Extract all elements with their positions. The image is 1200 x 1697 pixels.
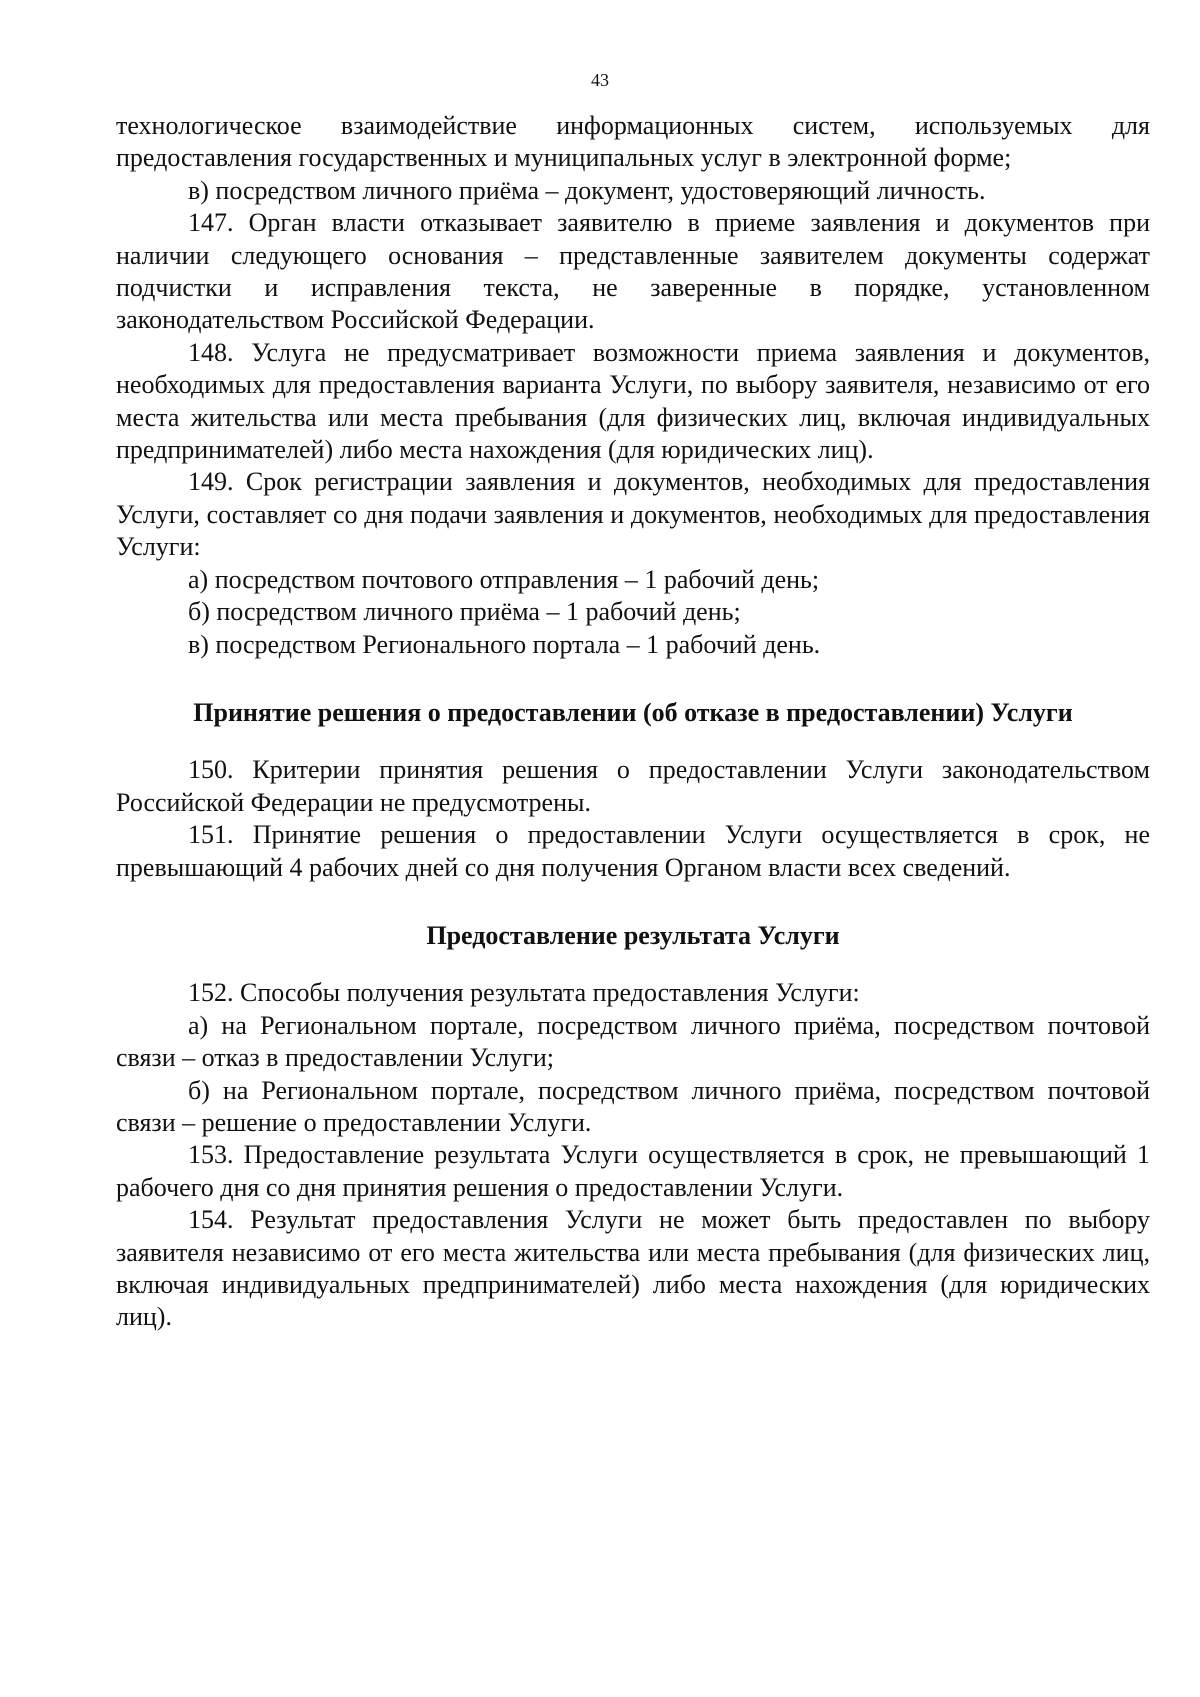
paragraph-154: 154. Результат предоставления Услуги не может быть предоставлен по выбору заявителя независимо от его места жительства или места пребывания (для физических лиц, включая индивидуальных предпринимателей) либо места нахождения (для юридических лиц). xyxy=(116,1205,1150,1332)
document-body xyxy=(116,110,1150,1334)
paragraph-149-v: в) посредством Регионального портала – 1 рабочий день. xyxy=(188,629,821,659)
section-heading-decision: Принятие решения о предоставлении (об отказе в предоставлении) Услуги xyxy=(193,697,1073,727)
paragraph-148: 148. Услуга не предусматривает возможности приема заявления и документов, необходимых для предоставления варианта Услуги, по выбору заявителя, независимо от его места жительства или места пребывания (для физических лиц, включая индивидуальных предпринимателей) либо места нахождения (для юридических лиц). xyxy=(116,337,1150,465)
paragraph-149-b: б) посредством личного приёма – 1 рабочий день; xyxy=(188,597,741,627)
paragraph-149: 149. Срок регистрации заявления и документов, необходимых для предоставления Услуги, составляет со дня подачи заявления и документов, необходимых для предоставления Услуги: xyxy=(116,467,1150,562)
paragraph-152: 152. Способы получения результата предоставления Услуги: xyxy=(188,978,860,1008)
paragraph-149-a: а) посредством почтового отправления – 1 рабочий день; xyxy=(188,564,820,594)
paragraph-150: 150. Критерии принятия решения о предоставлении Услуги законодательством Российской Федерации не предусмотрены. xyxy=(116,755,1150,817)
paragraph-151: 151. Принятие решения о предоставлении Услуги осуществляется в срок, не превышающий 4 рабочих дней со дня получения Органом власти всех сведений. xyxy=(116,820,1150,882)
paragraph-147: 147. Орган власти отказывает заявителю в приеме заявления и документов при наличии следующего основания – представленные заявителем документы содержат подчистки и исправления текста, не заверенные в порядке, установленном законодательством Российской Федерации. xyxy=(116,208,1150,335)
paragraph-153: 153. Предоставление результата Услуги осуществляется в срок, не превышающий 1 рабочего дня со дня принятия решения о предоставлении Услуги. xyxy=(116,1140,1150,1202)
page-number: 43 xyxy=(591,70,609,90)
paragraph-152-b: б) на Региональном портале, посредством личного приёма, посредством почтовой связи – решение о предоставлении Услуги. xyxy=(116,1075,1150,1137)
paragraph-152-a: а) на Региональном портале, посредством личного приёма, посредством почтовой связи – отказ в предоставлении Услуги; xyxy=(116,1010,1150,1073)
section-heading-result: Предоставление результата Услуги xyxy=(426,920,840,950)
paragraph-continuation: технологическое взаимодействие информационных систем, используемых для предоставления государственных и муниципальных услуг в электронной форме; xyxy=(116,111,1150,173)
paragraph-item-v: в) посредством личного приёма – документ, удостоверяющий личность. xyxy=(188,175,986,205)
